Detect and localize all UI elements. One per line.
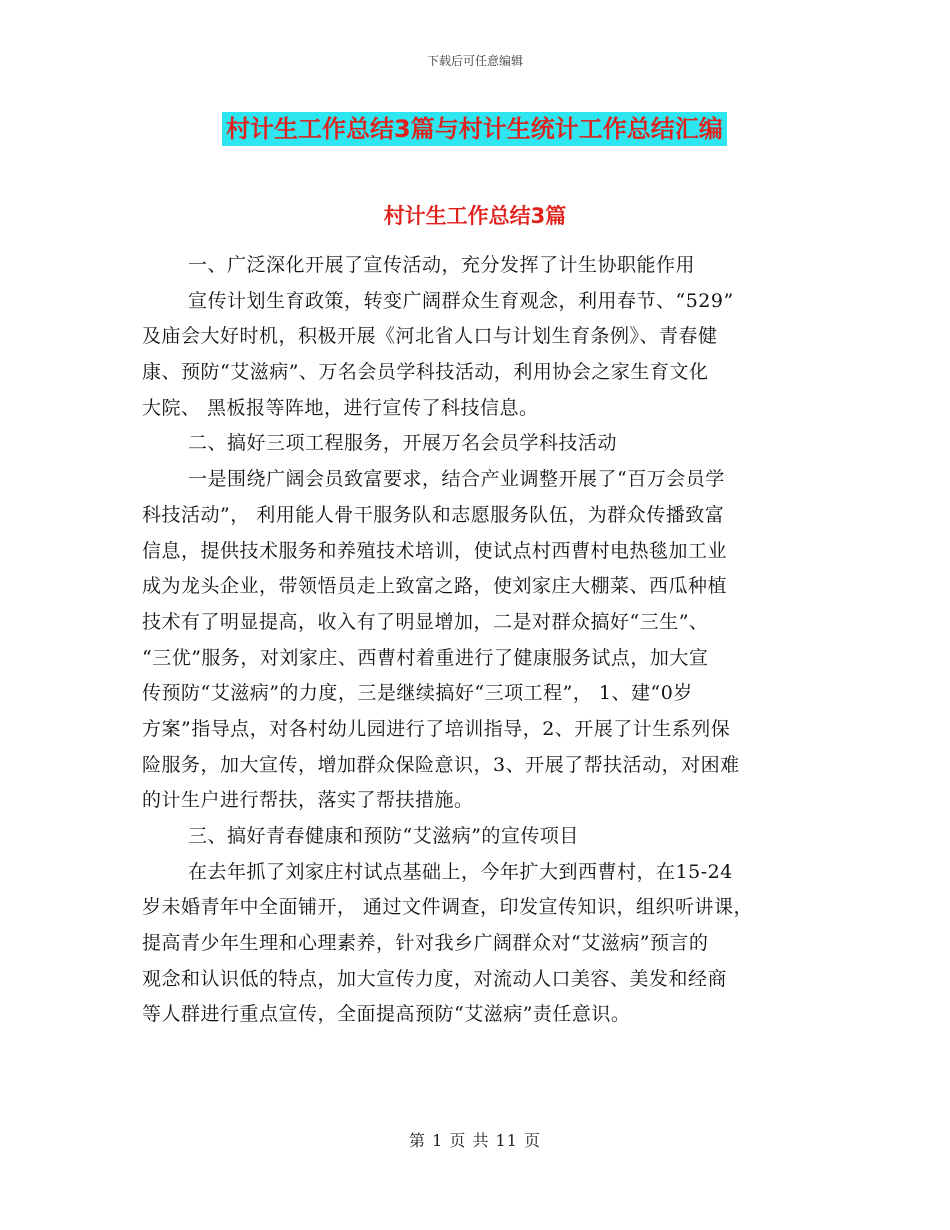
body-text — [142, 248, 832, 1033]
paragraph-line: 险服务，加大宣传，增加群众保险意识，3、开展了帮扶活动，对困难 — [142, 753, 740, 776]
paragraph-line: 技术有了明显提高，收入有了明显增加，二是对群众搞好“三生”、 — [142, 610, 709, 633]
paragraph-line: 宣传计划生育政策，转变广阔群众生育观念，利用春节、“529” — [188, 289, 734, 312]
paragraph-line: 岁未婚青年中全面铺开， 通过文件调查，印发宣传知识，组织听讲课， — [142, 896, 754, 919]
paragraph-line: 方案”指导点，对各村幼儿园进行了培训指导，2、开展了计生系列保 — [142, 717, 731, 740]
heading-2: 二、搞好三项工程服务，开展万名会员学科技活动 — [188, 432, 618, 455]
paragraph-line: 大院、 黑板报等阵地，进行宣传了科技信息。 — [142, 396, 539, 419]
document-title: 村计生工作总结3篇与村计生统计工作总结汇编 — [222, 112, 727, 146]
paragraph-line: 传预防“艾滋病”的力度，三是继续搞好“三项工程”， 1、建“0岁 — [142, 682, 693, 705]
page-footer: 第 1 页 共 11 页 — [409, 1131, 541, 1150]
paragraph-line: 及庙会大好时机，积极开展《河北省人口与计划生育条例》、青春健 — [142, 325, 718, 348]
paragraph-line: 一是围绕广阔会员致富要求，结合产业调整开展了“百万会员学 — [188, 468, 725, 491]
paragraph-line: 成为龙头企业，带领悟员走上致富之路，使刘家庄大棚菜、西瓜种植 — [142, 575, 728, 598]
heading-1: 一、广泛深化开展了宣传活动，充分发挥了计生协职能作用 — [188, 254, 696, 276]
paragraph-line: 在去年抓了刘家庄村试点基础上，今年扩大到西曹村，在15-24 — [188, 860, 733, 883]
paragraph-line: 信息，提供技术服务和养殖技术培训，使试点村西曹村电热毯加工业 — [142, 539, 728, 562]
paragraph-line: 等人群进行重点宣传，全面提高预防“艾滋病”责任意识。 — [142, 1003, 631, 1026]
paragraph-line: 观念和认识低的特点，加大宣传力度，对流动人口美容、美发和经商 — [142, 967, 728, 990]
paragraph-line: 科技活动”， 利用能人骨干服务队和志愿服务队伍，为群众传播致富 — [142, 503, 725, 526]
paragraph-line: 提高青少年生理和心理素养，针对我乡广阔群众对“艾滋病”预言的 — [142, 932, 709, 955]
section-title: 村计生工作总结3篇 — [383, 204, 567, 228]
heading-3: 三、搞好青春健康和预防“艾滋病”的宣传项目 — [188, 825, 579, 847]
paragraph-line: “三优”服务，对刘家庄、西曹村着重进行了健康服务试点，加大宣 — [142, 646, 709, 669]
paragraph-line: 的计生户进行帮扶，落实了帮扶措施。 — [142, 789, 474, 812]
page-header: 下载后可任意编辑 — [426, 54, 523, 68]
paragraph-line: 康、预防“艾滋病”、万名会员学科技活动，利用协会之家生育文化 — [142, 361, 709, 384]
